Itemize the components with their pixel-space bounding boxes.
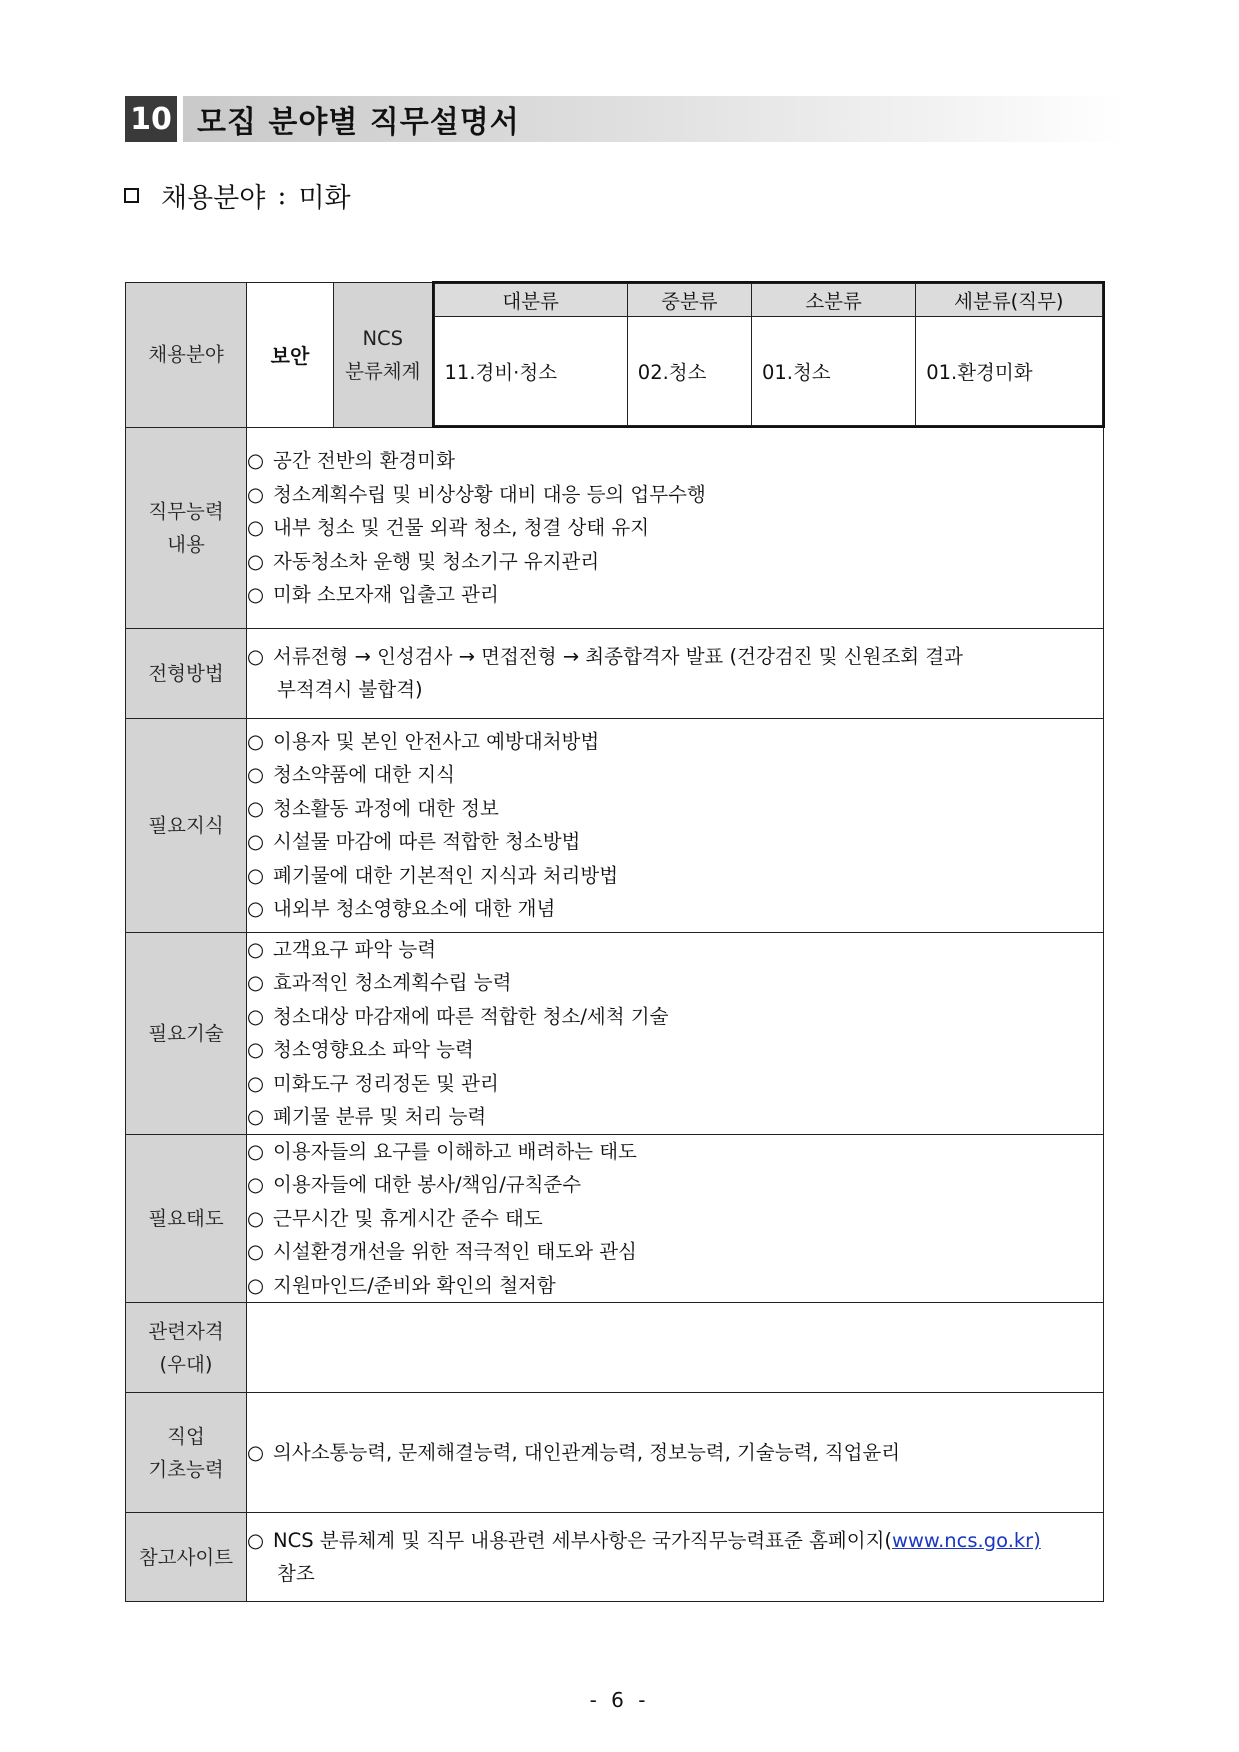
list-item: ○ 효과적인 청소계획수립 능력 [247,971,512,994]
list-item: ○ 자동청소차 운행 및 청소기구 유지관리 [247,549,600,573]
recruit-field-value: 미화 [298,183,351,214]
list-item: ○ 폐기물에 대한 기본적인 지식과 처리방법 [247,863,619,887]
circle-bullet-icon: ○ [247,796,265,820]
circle-bullet-icon: ○ [247,482,265,506]
duty-label-line2: 내용 [167,532,205,556]
ncs-website-link[interactable]: www.ncs.go.kr) [892,1528,1041,1552]
list-item: ○ 내부 청소 및 건물 외곽 청소, 청결 상태 유지 [247,516,650,539]
selection-label-cell [126,628,247,718]
recruit-field-colon: : [277,180,287,211]
selection-label: 전형방법 [148,661,224,685]
circle-bullet-icon: ○ [247,1071,265,1095]
list-item: ○ 내외부 청소영향요소에 대한 개념 [247,897,556,920]
circle-bullet-icon: ○ [247,516,265,539]
row-selection [126,628,1104,718]
reference-line1: ○ NCS 분류체계 및 직무 내용관련 세부사항은 국가직무능력표준 홈페이지(www.ncs.go.kr) [247,1528,1041,1552]
list-item: ○ 청소활동 과정에 대한 정보 [247,796,499,820]
circle-bullet-icon: ○ [247,1173,265,1196]
circle-bullet-icon: ○ [247,449,265,472]
selection-line1: ○ 서류전형 → 인성검사 → 면접전형 → 최종합격자 발표 (건강검진 및 신원조회 결과 [247,644,963,668]
field-value-cell [247,282,334,427]
basic-label-cell [126,1393,247,1513]
reference-label: 참고사이트 [138,1545,234,1569]
ncs-header-detail: 세분류(직무) [916,284,1102,317]
row-attitude [126,1134,1104,1303]
duty-content-cell [247,427,1104,628]
ncs-label-cell [334,282,433,427]
reference-content-cell [247,1513,1104,1602]
qualification-content-cell [247,1303,1104,1393]
skills-label: 필요기술 [148,1021,224,1045]
row-knowledge [126,718,1104,932]
job-description-table [125,281,1105,1602]
circle-bullet-icon: ○ [247,1273,265,1297]
duty-label-line1: 직무능력 [148,499,224,523]
ncs-header-row [434,284,1102,317]
list-item: ○ 청소약품에 대한 지식 [247,763,455,786]
list-item: ○ 청소영향요소 파악 능력 [247,1038,474,1061]
circle-bullet-icon: ○ [247,830,265,853]
ncs-value-minor: 01.청소 [751,317,915,426]
knowledge-label: 필요지식 [148,813,224,837]
circle-bullet-icon: ○ [247,729,265,753]
circle-bullet-icon: ○ [247,1240,265,1263]
qualification-label-line2: (우대) [159,1352,213,1376]
selection-content-cell [247,628,1104,718]
skills-content-cell [247,932,1104,1134]
duty-label-cell [126,427,247,628]
row-field-ncs [126,282,1104,427]
ncs-header-middle: 중분류 [627,284,751,317]
list-item: ○ 폐기물 분류 및 처리 능력 [247,1105,487,1128]
qualification-label-line1: 관련자격 [148,1319,224,1343]
ncs-classification-cell [433,282,1104,427]
circle-bullet-icon: ○ [247,1139,265,1163]
list-item: ○ 시설환경개선을 위한 적극적인 태도와 관심 [247,1240,637,1263]
ncs-header-minor: 소분류 [751,284,915,317]
section-title-bar [183,96,1125,142]
qualification-label-cell [126,1303,247,1393]
field-label-cell [126,282,247,427]
list-item: ○ 이용자들의 요구를 이해하고 배려하는 태도 [247,1139,637,1163]
ncs-classification-table [434,283,1103,426]
reference-line2: 참조 [277,1562,315,1585]
section-header [125,96,1125,142]
ncs-label-line2: 분류체계 [345,359,421,383]
circle-bullet-icon: ○ [247,863,265,887]
recruit-field-label: 채용분야 [161,183,266,214]
row-reference [126,1513,1104,1602]
selection-line2: 부적격시 불합격) [277,678,423,701]
knowledge-label-cell [126,718,247,932]
list-item: ○ 이용자 및 본인 안전사고 예방대처방법 [247,729,600,753]
list-item: ○ 고객요구 파악 능력 [247,937,437,961]
reference-label-cell [126,1513,247,1602]
list-item: ○ 미화 소모자재 입출고 관리 [247,583,499,606]
circle-bullet-icon: ○ [247,549,265,573]
circle-bullet-icon: ○ [247,971,265,994]
ncs-value-row [434,317,1102,426]
list-item: ○ 이용자들에 대한 봉사/책임/규칙준수 [247,1173,582,1196]
attitude-label: 필요태도 [148,1206,224,1230]
circle-bullet-icon: ○ [247,1440,265,1464]
circle-bullet-icon: ○ [247,763,265,786]
checkbox-square-icon [124,188,139,203]
circle-bullet-icon: ○ [247,937,265,961]
section-title: 모집 분야별 직무설명서 [197,105,520,140]
circle-bullet-icon: ○ [247,1105,265,1128]
row-skills [126,932,1104,1134]
recruit-field-heading [124,176,351,215]
list-item: ○ 청소대상 마감재에 따른 적합한 청소/세척 기술 [247,1004,669,1028]
list-item: ○ 공간 전반의 환경미화 [247,449,455,472]
field-label: 채용분야 [148,343,224,366]
basic-label-line2: 기초능력 [148,1457,224,1481]
list-item: ○ 청소계획수립 및 비상상황 대비 대응 등의 업무수행 [247,482,706,506]
ncs-value-detail: 01.환경미화 [916,317,1102,426]
list-item: ○ 미화도구 정리정돈 및 관리 [247,1071,499,1095]
section-number: 10 [125,96,177,142]
list-item: ○ 근무시간 및 휴게시간 준수 태도 [247,1206,543,1230]
basic-content-cell [247,1393,1104,1513]
attitude-label-cell [126,1134,247,1303]
ncs-value-major: 11.경비·청소 [434,317,627,426]
page-number: - 6 - [589,1688,650,1712]
list-item: ○ 지원마인드/준비와 확인의 철저함 [247,1273,556,1297]
row-qualification [126,1303,1104,1393]
basic-competency-line: ○ 의사소통능력, 문제해결능력, 대인관계능력, 정보능력, 기술능력, 직업윤리 [247,1440,901,1464]
circle-bullet-icon: ○ [247,1004,265,1028]
circle-bullet-icon: ○ [247,897,265,920]
ncs-header-major: 대분류 [434,284,627,317]
list-item: ○ 시설물 마감에 따른 적합한 청소방법 [247,830,581,853]
circle-bullet-icon: ○ [247,1206,265,1230]
circle-bullet-icon: ○ [247,644,265,668]
attitude-content-cell [247,1134,1104,1303]
skills-label-cell [126,932,247,1134]
circle-bullet-icon: ○ [247,1528,265,1552]
row-duty [126,427,1104,628]
row-basic-competency [126,1393,1104,1513]
knowledge-content-cell [247,718,1104,932]
ncs-value-middle: 02.청소 [627,317,751,426]
basic-label-line1: 직업 [167,1424,205,1448]
ncs-label-line1: NCS [362,326,404,350]
circle-bullet-icon: ○ [247,583,265,606]
circle-bullet-icon: ○ [247,1038,265,1061]
field-value: 보안 [270,344,310,368]
